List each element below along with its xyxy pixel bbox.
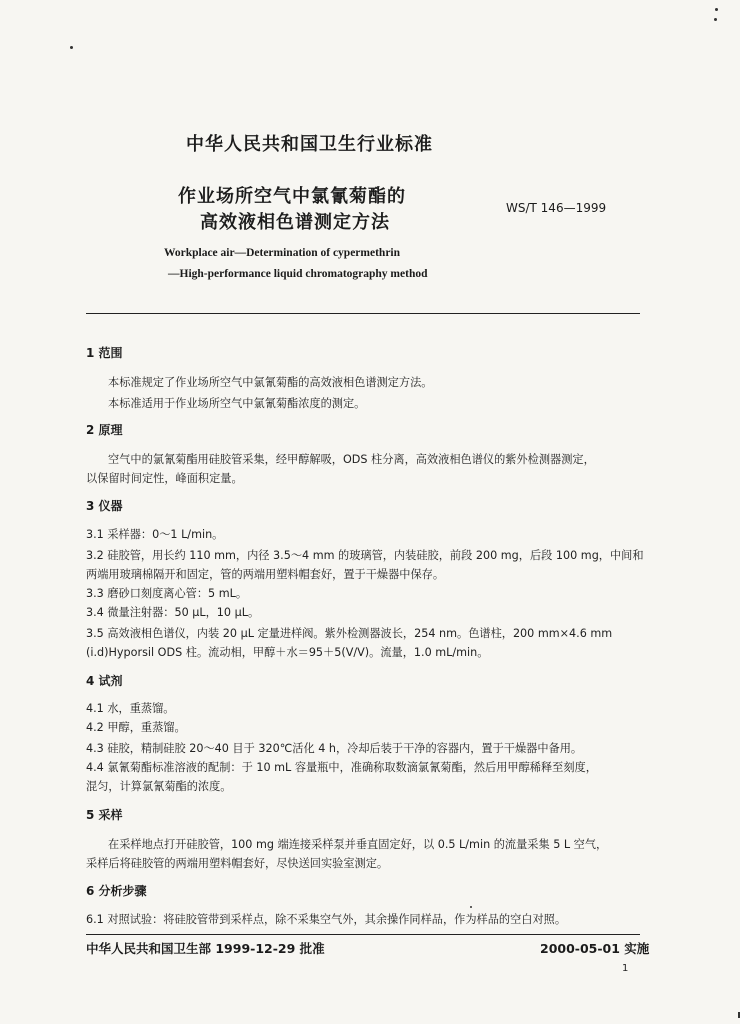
section-5-para-1a: 在采样地点打开硅胶管，100 mg 端连接采样泵并垂直固定好，以 0.5 L/min 的流量采集 5 L 空气， bbox=[108, 838, 608, 851]
standard-header: 中华人民共和国卫生行业标准 bbox=[186, 134, 433, 155]
approval-line: 中华人民共和国卫生部 1999-12-29 批准 bbox=[86, 941, 325, 956]
section-1-para-1: 本标准规定了作业场所空气中氯氰菊酯的高效液相色谱测定方法。 bbox=[108, 376, 433, 389]
section-4-item-1: 4.1 水，重蒸馏。 bbox=[86, 702, 175, 715]
scan-speck bbox=[70, 46, 73, 49]
section-1-para-2: 本标准适用于作业场所空气中氯氰菊酯浓度的测定。 bbox=[108, 397, 366, 410]
header-divider bbox=[86, 313, 640, 314]
section-3-item-4: 3.4 微量注射器：50 μL，10 μL。 bbox=[86, 606, 260, 619]
section-2-para-1b: 以保留时间定性，峰面积定量。 bbox=[86, 472, 243, 485]
section-3-item-2b: 两端用玻璃棉隔开和固定，管的两端用塑料帽套好，置于干燥器中保存。 bbox=[86, 568, 445, 581]
section-4-item-4b: 混匀，计算氯氰菊酯的浓度。 bbox=[86, 780, 232, 793]
section-4-item-2: 4.2 甲醇，重蒸馏。 bbox=[86, 721, 186, 734]
english-title-line2: —High-performance liquid chromatography method bbox=[168, 268, 428, 280]
section-3-item-2a: 3.2 硅胶管，用长约 110 mm，内径 3.5～4 mm 的玻璃管，内装硅胶，前段 200 mg，后段 100 mg，中间和 bbox=[86, 549, 644, 562]
section-6-item-1: 6.1 对照试验：将硅胶管带到采样点，除不采集空气外，其余操作同样品，作为样品的空白对照。 bbox=[86, 913, 567, 926]
scan-speck bbox=[714, 18, 717, 21]
scan-speck bbox=[715, 8, 718, 11]
doc-title-line2: 高效液相色谱测定方法 bbox=[200, 212, 390, 233]
section-2-heading: 2 原理 bbox=[86, 423, 123, 437]
page-number: 1 bbox=[622, 963, 629, 974]
section-5-heading: 5 采样 bbox=[86, 808, 123, 822]
section-3-item-3: 3.3 磨砂口刻度离心管：5 mL。 bbox=[86, 587, 248, 600]
section-3-item-5b: (i.d)Hyporsil ODS 柱。流动相，甲醇＋水＝95＋5(V/V)。流量，1.0 mL/min。 bbox=[86, 646, 489, 659]
standard-code: WS/T 146—1999 bbox=[506, 201, 607, 215]
section-4-item-3: 4.3 硅胶，精制硅胶 20～40 目于 320℃活化 4 h，冷却后装于干净的容器内，置于干燥器中备用。 bbox=[86, 742, 583, 755]
section-3-item-5a: 3.5 高效液相色谱仪，内装 20 μL 定量进样阀。紫外检测器波长，254 nm。色谱柱，200 mm×4.6 mm bbox=[86, 627, 613, 640]
footer-divider bbox=[86, 934, 640, 935]
section-4-heading: 4 试剂 bbox=[86, 674, 123, 688]
section-3-heading: 3 仪器 bbox=[86, 499, 123, 513]
section-2-para-1a: 空气中的氯氰菊酯用硅胶管采集，经甲醇解吸，ODS 柱分离，高效液相色谱仪的紫外检测器测定， bbox=[108, 453, 595, 466]
scan-speck bbox=[470, 906, 472, 908]
effective-date: 2000-05-01 实施 bbox=[540, 941, 650, 956]
section-4-item-4a: 4.4 氯氰菊酯标准溶液的配制：于 10 mL 容量瓶中，准确称取数滴氯氰菊酯，然后用甲醇稀释至刻度， bbox=[86, 761, 597, 774]
section-5-para-1b: 采样后将硅胶管的两端用塑料帽套好，尽快送回实验室测定。 bbox=[86, 857, 389, 870]
section-3-item-1: 3.1 采样器：0～1 L/min。 bbox=[86, 528, 224, 541]
doc-title-line1: 作业场所空气中氯氰菊酯的 bbox=[178, 186, 406, 207]
section-6-heading: 6 分析步骤 bbox=[86, 884, 147, 898]
section-1-heading: 1 范围 bbox=[86, 346, 123, 360]
english-title-line1: Workplace air—Determination of cypermethrin bbox=[164, 247, 401, 259]
